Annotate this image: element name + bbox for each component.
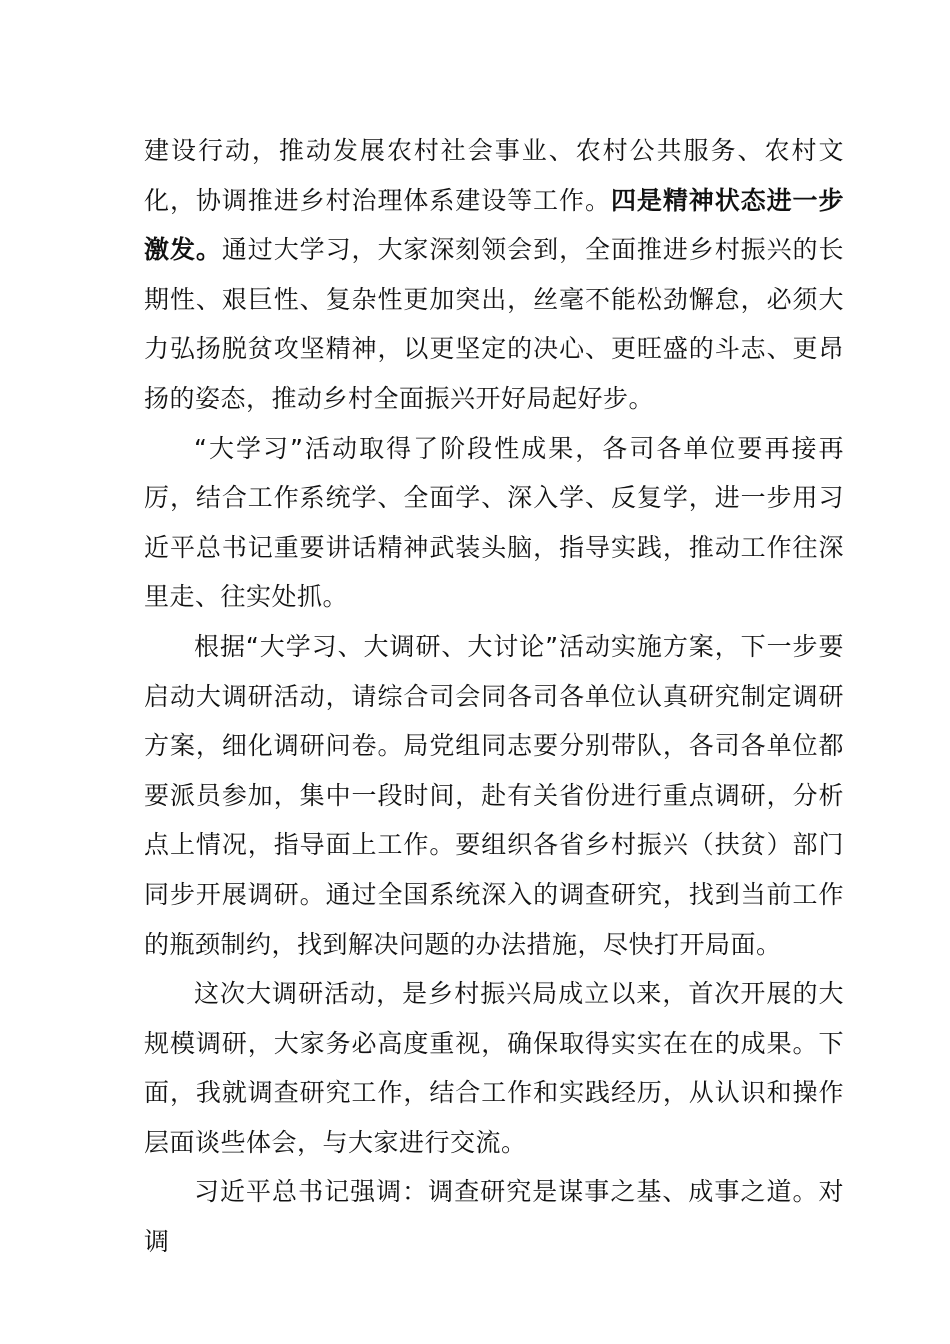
- paragraph-1: [144, 126, 844, 424]
- document-page: [144, 126, 844, 1267]
- paragraph-2: “大学习”活动取得了阶段性成果，各司各单位要再接再厉，结合工作系统学、全面学、深入学、反复学，进一步用习近平总书记重要讲话精神武装头脑，指导实践，推动工作往深里走、往实处抓。: [144, 433, 844, 612]
- paragraph-4: 这次大调研活动，是乡村振兴局成立以来，首次开展的大规模调研，大家务必高度重视，确保取得实实在在的成果。下面，我就调查研究工作，结合工作和实践经历，从认识和操作层面谈些体会，与大家进行交流。: [144, 979, 844, 1157]
- paragraph-1-bold-heading: 四是精神状态进一步激发。: [144, 185, 844, 265]
- paragraph-5: 习近平总书记强调：调查研究是谋事之基、成事之道。对调: [144, 1177, 844, 1257]
- paragraph-1-text-after: 通过大学习，大家深刻领会到，全面推进乡村振兴的长期性、艰巨性、复杂性更加突出，丝毫不能松劲懈怠，必须大力弘扬脱贫攻坚精神，以更坚定的决心、更旺盛的斗志、更昂扬的姿态，推动乡村全面振兴开好局起好步。: [144, 235, 844, 413]
- paragraph-3: 根据“大学习、大调研、大讨论”活动实施方案，下一步要启动大调研活动，请综合司会同各司各单位认真研究制定调研方案，细化调研问卷。局党组同志要分别带队，各司各单位都要派员参加，集中一段时间，赴有关省份进行重点调研，分析点上情况，指导面上工作。要组织各省乡村振兴（扶贫）部门同步开展调研。通过全国系统深入的调查研究，找到当前工作的瓶颈制约，找到解决问题的办法措施，尽快打开局面。: [144, 631, 844, 959]
- paragraph-1-text-before: 建设行动，推动发展农村社会事业、农村公共服务、农村文化，协调推进乡村治理体系建设等工作。: [144, 136, 844, 215]
